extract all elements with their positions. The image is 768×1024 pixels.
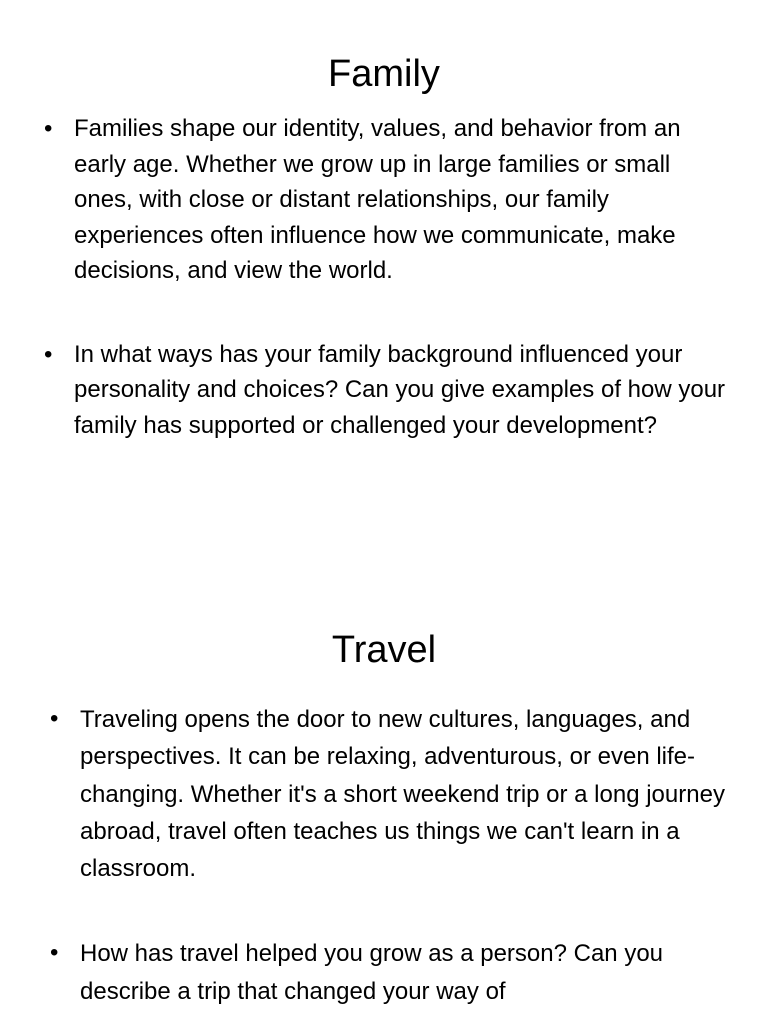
bullet-icon: • [50, 939, 59, 967]
bullet-item [44, 337, 734, 444]
slide-title: Family [328, 53, 440, 95]
bullet-item [50, 935, 740, 1010]
slide-travel [0, 590, 768, 1024]
bullet-text: Traveling opens the door to new cultures, languages, and perspectives. It can be relaxing, adventurous, or even life-changing. Whether it's a short weekend trip or a long journey abroad, travel often teaches us things we can't learn in a classroom. [80, 706, 725, 883]
bullet-item [44, 111, 734, 289]
bullet-item [50, 701, 740, 887]
bullet-list [50, 701, 740, 1010]
bullet-text: Families shape our identity, values, and behavior from an early age. Whether we grow up in large families or small ones, with close or distant relationships, our family experiences often influence how we communicate, make decisions, and view the world. [74, 115, 681, 284]
bullet-icon: • [50, 705, 59, 732]
bullet-text: In what ways has your family background influenced your personality and choices? Can you give examples of how your family has supported or challenged your development? [74, 340, 726, 439]
bullet-text: How has travel helped you grow as a person? Can you describe a trip that changed your way of [80, 940, 664, 1005]
bullet-list [44, 111, 734, 443]
slide-title: Travel [331, 629, 437, 671]
bullet-icon: • [44, 340, 53, 368]
bullet-icon: • [44, 115, 53, 142]
